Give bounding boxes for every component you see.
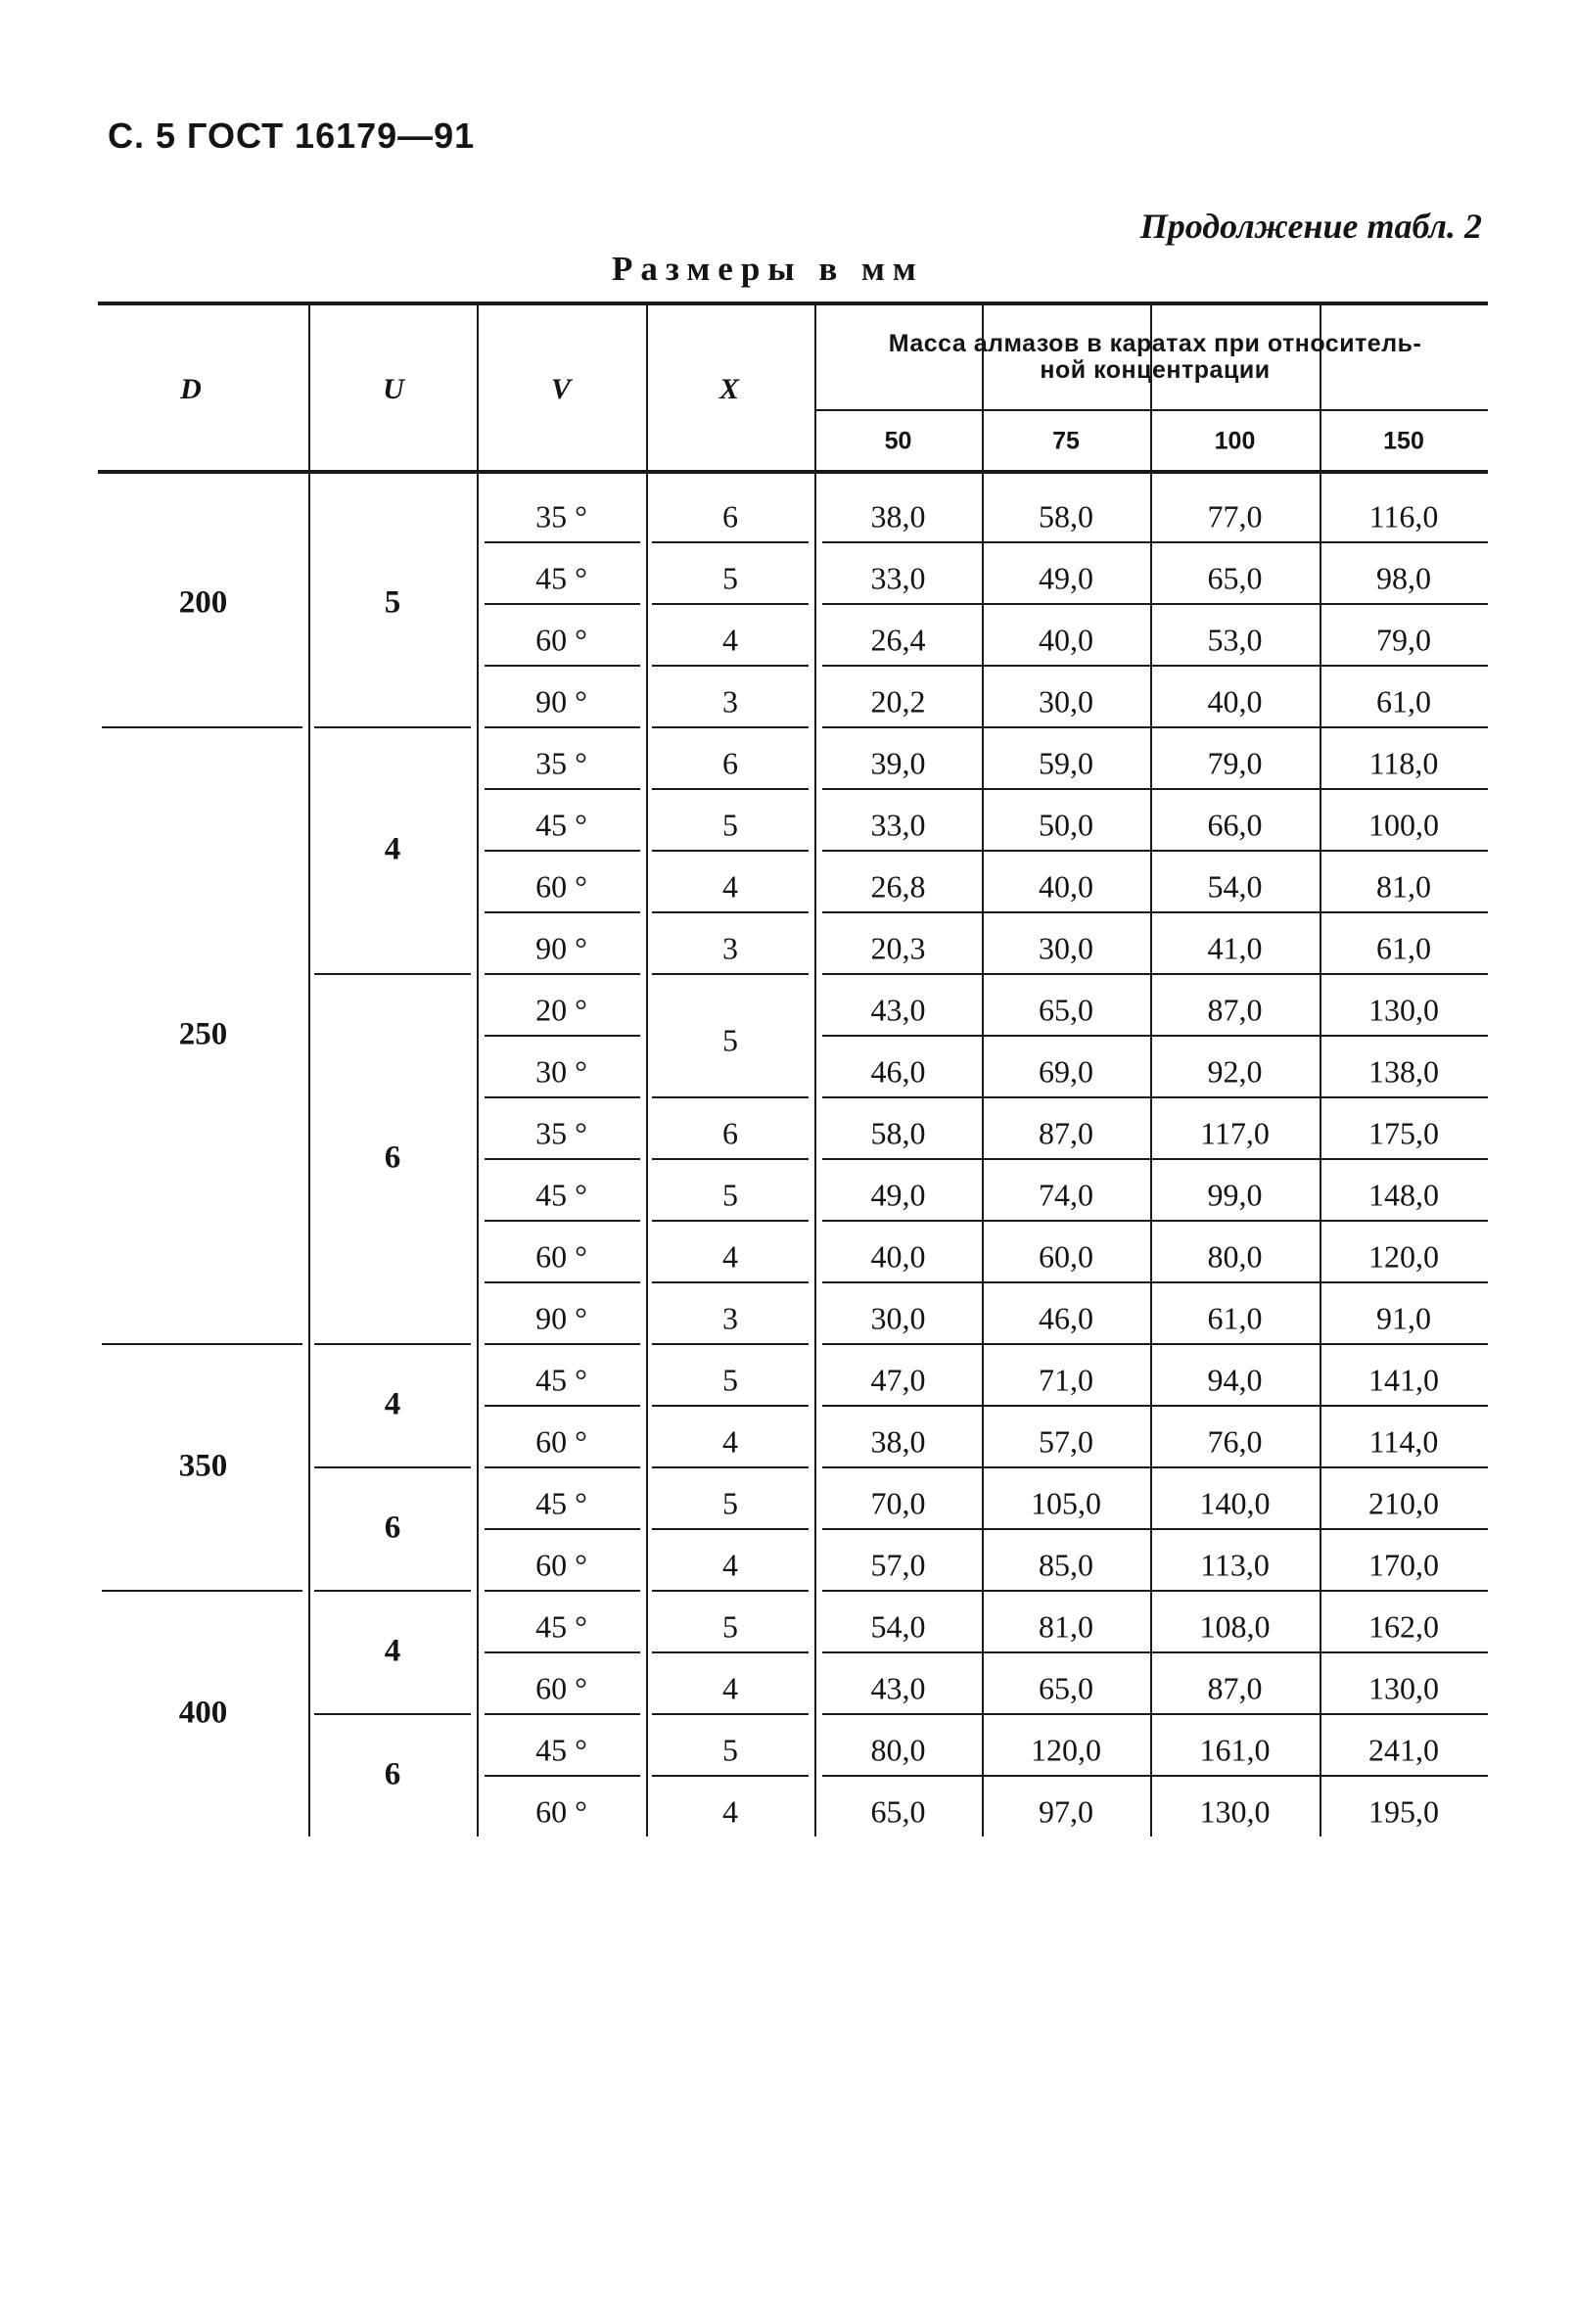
concentration-header: 75 [1052, 427, 1080, 455]
x-value: 5 [722, 807, 738, 842]
mass-value-cell: 241,0 [1368, 1732, 1439, 1767]
row-rule [485, 1281, 640, 1283]
u-group-rule [314, 1343, 471, 1345]
u-group-rule [314, 973, 471, 975]
mass-value-cell: 99,0 [1207, 1177, 1263, 1212]
v-angle-cell: 90 ° [535, 930, 587, 965]
row-rule [822, 1528, 1488, 1530]
v-angle-cell: 45 ° [535, 1177, 587, 1212]
mass-value-cell: 130,0 [1368, 992, 1439, 1027]
mass-value-cell: 80,0 [870, 1732, 926, 1767]
mass-header-line-2: ной концентрации [1040, 356, 1271, 384]
v-angle-cell: 60 ° [535, 868, 587, 904]
column-divider [646, 302, 648, 1836]
v-angle-cell: 45 ° [535, 1485, 587, 1520]
concentration-header: 150 [1383, 427, 1424, 455]
mass-value-cell: 195,0 [1368, 1793, 1439, 1829]
mass-value-cell: 61,0 [1376, 683, 1431, 719]
u-value: 4 [384, 1386, 401, 1422]
row-rule [485, 1651, 640, 1653]
x-group-rule [652, 726, 809, 728]
mass-value-cell: 20,3 [870, 930, 926, 965]
mass-value-cell: 40,0 [870, 1238, 926, 1274]
mass-value-cell: 65,0 [1039, 992, 1093, 1027]
d-group-rule [102, 1343, 302, 1345]
row-rule [822, 1651, 1488, 1653]
x-group-rule [652, 1096, 809, 1098]
mass-value-cell: 53,0 [1207, 622, 1263, 657]
x-value: 6 [722, 1115, 738, 1150]
mass-value-cell: 33,0 [870, 807, 926, 842]
units-caption: Размеры в мм [612, 250, 924, 288]
mass-value-cell: 60,0 [1039, 1238, 1093, 1274]
mass-value-cell: 162,0 [1368, 1608, 1439, 1644]
u-group-rule [314, 1713, 471, 1715]
x-group-rule [652, 1405, 809, 1407]
x-group-rule [652, 1651, 809, 1653]
v-angle-cell: 35 ° [535, 745, 587, 780]
row-rule [822, 1405, 1488, 1407]
row-rule [485, 788, 640, 790]
u-group-rule [314, 1590, 471, 1592]
v-angle-cell: 60 ° [535, 1547, 587, 1582]
mass-value-cell: 71,0 [1039, 1362, 1093, 1397]
mass-value-cell: 114,0 [1368, 1423, 1439, 1459]
v-angle-cell: 60 ° [535, 1423, 587, 1459]
v-angle-cell: 35 ° [535, 498, 587, 534]
mass-value-cell: 74,0 [1039, 1177, 1093, 1212]
v-angle-cell: 45 ° [535, 1608, 587, 1644]
u-value: 5 [384, 584, 401, 621]
u-value: 6 [384, 1510, 401, 1546]
mass-value-cell: 87,0 [1207, 1670, 1263, 1705]
v-angle-cell: 45 ° [535, 807, 587, 842]
mass-value-cell: 108,0 [1199, 1608, 1271, 1644]
mass-value-cell: 40,0 [1039, 868, 1093, 904]
mass-value-cell: 76,0 [1207, 1423, 1263, 1459]
x-value: 3 [722, 683, 738, 719]
u-group-rule [314, 1466, 471, 1468]
mass-value-cell: 47,0 [870, 1362, 926, 1397]
mass-value-cell: 97,0 [1039, 1793, 1093, 1829]
mass-value-cell: 41,0 [1207, 930, 1263, 965]
column-divider [477, 302, 479, 1836]
mass-value-cell: 54,0 [1207, 868, 1263, 904]
x-value: 4 [722, 1238, 738, 1274]
mass-value-cell: 175,0 [1368, 1115, 1439, 1150]
mass-value-cell: 120,0 [1031, 1732, 1101, 1767]
mass-value-cell: 148,0 [1368, 1177, 1439, 1212]
row-rule [485, 603, 640, 605]
mass-value-cell: 46,0 [870, 1053, 926, 1089]
row-rule [485, 1528, 640, 1530]
mass-value-cell: 40,0 [1039, 622, 1093, 657]
v-angle-cell: 60 ° [535, 1238, 587, 1274]
x-value: 5 [722, 1608, 738, 1644]
row-rule [822, 911, 1488, 913]
row-rule [485, 1466, 640, 1468]
row-rule [822, 1281, 1488, 1283]
row-rule [822, 541, 1488, 543]
v-angle-cell: 45 ° [535, 1362, 587, 1397]
concentration-header: 100 [1214, 427, 1256, 455]
mass-value-cell: 161,0 [1199, 1732, 1271, 1767]
x-group-rule [652, 911, 809, 913]
mass-value-cell: 61,0 [1207, 1300, 1263, 1335]
v-angle-cell: 60 ° [535, 622, 587, 657]
x-value: 4 [722, 1793, 738, 1829]
v-angle-cell: 90 ° [535, 1300, 587, 1335]
v-angle-cell: 60 ° [535, 1793, 587, 1829]
x-group-rule [652, 1281, 809, 1283]
mass-value-cell: 116,0 [1368, 498, 1439, 534]
mass-value-cell: 100,0 [1368, 807, 1439, 842]
x-group-rule [652, 788, 809, 790]
header-bottom-rule [98, 470, 1488, 474]
mass-value-cell: 65,0 [870, 1793, 926, 1829]
row-rule [822, 1775, 1488, 1777]
row-rule [822, 726, 1488, 728]
u-value: 4 [384, 831, 401, 867]
x-group-rule [652, 1343, 809, 1345]
d-value: 200 [178, 584, 228, 621]
column-divider [1320, 302, 1321, 1836]
row-rule [485, 1590, 640, 1592]
x-value: 6 [722, 745, 738, 780]
v-angle-cell: 45 ° [535, 560, 587, 595]
x-group-rule [652, 1590, 809, 1592]
column-header-v: V [550, 373, 572, 405]
x-value: 3 [722, 1300, 738, 1335]
row-rule [822, 1220, 1488, 1222]
mass-value-cell: 79,0 [1207, 745, 1263, 780]
mass-value-cell: 120,0 [1368, 1238, 1439, 1274]
row-rule [822, 850, 1488, 852]
x-value: 3 [722, 930, 738, 965]
mass-value-cell: 59,0 [1039, 745, 1093, 780]
mass-value-cell: 49,0 [870, 1177, 926, 1212]
mass-value-cell: 50,0 [1039, 807, 1093, 842]
row-rule [485, 541, 640, 543]
row-rule [822, 973, 1488, 975]
mass-value-cell: 98,0 [1376, 560, 1431, 595]
row-rule [822, 1096, 1488, 1098]
x-value: 5 [722, 1732, 738, 1767]
mass-value-cell: 43,0 [870, 1670, 926, 1705]
column-divider [1150, 302, 1152, 1836]
d-value: 350 [178, 1448, 228, 1484]
row-rule [822, 1158, 1488, 1160]
mass-value-cell: 66,0 [1207, 807, 1263, 842]
x-group-rule [652, 1775, 809, 1777]
u-value: 6 [384, 1139, 401, 1176]
u-group-rule [314, 726, 471, 728]
row-rule [822, 603, 1488, 605]
mass-value-cell: 57,0 [870, 1547, 926, 1582]
row-rule [485, 1220, 640, 1222]
table-top-rule [98, 302, 1488, 305]
x-value: 5 [722, 560, 738, 595]
mass-value-cell: 77,0 [1207, 498, 1263, 534]
mass-value-cell: 58,0 [1039, 498, 1093, 534]
row-rule [822, 1035, 1488, 1037]
mass-value-cell: 30,0 [870, 1300, 926, 1335]
mass-value-cell: 117,0 [1200, 1115, 1270, 1150]
x-group-rule [652, 1158, 809, 1160]
mass-value-cell: 54,0 [870, 1608, 926, 1644]
mass-value-cell: 113,0 [1200, 1547, 1270, 1582]
mass-value-cell: 138,0 [1368, 1053, 1439, 1089]
mass-value-cell: 130,0 [1368, 1670, 1439, 1705]
row-rule [822, 1590, 1488, 1592]
mass-value-cell: 69,0 [1039, 1053, 1093, 1089]
row-rule [485, 850, 640, 852]
mass-value-cell: 26,8 [870, 868, 926, 904]
u-value: 4 [384, 1633, 401, 1669]
mass-value-cell: 58,0 [870, 1115, 926, 1150]
mass-value-cell: 38,0 [870, 1423, 926, 1459]
mass-value-cell: 210,0 [1368, 1485, 1439, 1520]
v-angle-cell: 30 ° [535, 1053, 587, 1089]
mass-value-cell: 57,0 [1039, 1423, 1093, 1459]
x-group-rule [652, 1528, 809, 1530]
x-value: 4 [722, 622, 738, 657]
mass-value-cell: 70,0 [870, 1485, 926, 1520]
v-angle-cell: 35 ° [535, 1115, 587, 1150]
v-angle-cell: 90 ° [535, 683, 587, 719]
mass-value-cell: 30,0 [1039, 683, 1093, 719]
x-group-rule [652, 1466, 809, 1468]
x-group-rule [652, 973, 809, 975]
d-value: 250 [178, 1016, 228, 1052]
mass-header-line-1: Масса алмазов в каратах при относитель- [888, 330, 1422, 357]
row-rule [822, 1343, 1488, 1345]
mass-value-cell: 141,0 [1368, 1362, 1439, 1397]
column-header-x: X [718, 373, 740, 405]
row-rule [485, 665, 640, 667]
mass-header [822, 331, 1488, 384]
mass-value-cell: 130,0 [1199, 1793, 1271, 1829]
x-value: 5 [722, 1177, 738, 1212]
mass-value-cell: 38,0 [870, 498, 926, 534]
x-value: 5 [722, 1022, 738, 1058]
v-angle-cell: 45 ° [535, 1732, 587, 1767]
row-rule [485, 1775, 640, 1777]
mass-value-cell: 140,0 [1199, 1485, 1271, 1520]
row-rule [485, 1035, 640, 1037]
mass-value-cell: 46,0 [1039, 1300, 1093, 1335]
mass-value-cell: 43,0 [870, 992, 926, 1027]
column-header-d: D [180, 373, 202, 405]
mass-value-cell: 65,0 [1207, 560, 1263, 595]
row-rule [485, 1096, 640, 1098]
v-angle-cell: 20 ° [535, 992, 587, 1027]
x-value: 4 [722, 1670, 738, 1705]
row-rule [822, 1466, 1488, 1468]
x-group-rule [652, 541, 809, 543]
mass-value-cell: 118,0 [1368, 745, 1439, 780]
row-rule [485, 1405, 640, 1407]
column-divider [308, 302, 310, 1836]
concentration-header: 50 [884, 427, 912, 455]
x-value: 5 [722, 1485, 738, 1520]
mass-value-cell: 61,0 [1376, 930, 1431, 965]
row-rule [822, 665, 1488, 667]
mass-value-cell: 87,0 [1207, 992, 1263, 1027]
mass-value-cell: 170,0 [1368, 1547, 1439, 1582]
mass-value-cell: 87,0 [1039, 1115, 1093, 1150]
mass-value-cell: 105,0 [1031, 1485, 1101, 1520]
row-rule [485, 1713, 640, 1715]
mass-value-cell: 92,0 [1207, 1053, 1263, 1089]
mass-value-cell: 80,0 [1207, 1238, 1263, 1274]
x-value: 5 [722, 1362, 738, 1397]
row-rule [822, 1713, 1488, 1715]
x-value: 4 [722, 1547, 738, 1582]
x-group-rule [652, 603, 809, 605]
row-rule [822, 788, 1488, 790]
d-value: 400 [178, 1695, 228, 1731]
x-group-rule [652, 665, 809, 667]
v-angle-cell: 60 ° [535, 1670, 587, 1705]
d-group-rule [102, 726, 302, 728]
mass-value-cell: 49,0 [1039, 560, 1093, 595]
x-value: 4 [722, 1423, 738, 1459]
mass-value-cell: 26,4 [870, 622, 926, 657]
column-header-u: U [383, 373, 404, 405]
mass-value-cell: 39,0 [870, 745, 926, 780]
row-rule [485, 726, 640, 728]
mass-value-cell: 91,0 [1376, 1300, 1431, 1335]
x-value: 6 [722, 498, 738, 534]
row-rule [485, 1343, 640, 1345]
x-group-rule [652, 1220, 809, 1222]
column-divider [982, 302, 984, 1836]
mass-value-cell: 81,0 [1039, 1608, 1093, 1644]
mass-value-cell: 20,2 [870, 683, 926, 719]
row-rule [485, 973, 640, 975]
x-value: 4 [722, 868, 738, 904]
mass-value-cell: 81,0 [1376, 868, 1431, 904]
mass-value-cell: 85,0 [1039, 1547, 1093, 1582]
d-group-rule [102, 1590, 302, 1592]
mass-value-cell: 94,0 [1207, 1362, 1263, 1397]
row-rule [485, 911, 640, 913]
mass-value-cell: 40,0 [1207, 683, 1263, 719]
page-header: С. 5 ГОСТ 16179—91 [108, 116, 476, 156]
x-group-rule [652, 1713, 809, 1715]
mass-value-cell: 33,0 [870, 560, 926, 595]
row-rule [485, 1158, 640, 1160]
column-divider [814, 302, 816, 1836]
table-continuation-label: Продолжение табл. 2 [1139, 207, 1482, 246]
u-value: 6 [384, 1756, 401, 1792]
mass-value-cell: 30,0 [1039, 930, 1093, 965]
mass-value-cell: 79,0 [1376, 622, 1431, 657]
mass-value-cell: 65,0 [1039, 1670, 1093, 1705]
x-group-rule [652, 850, 809, 852]
